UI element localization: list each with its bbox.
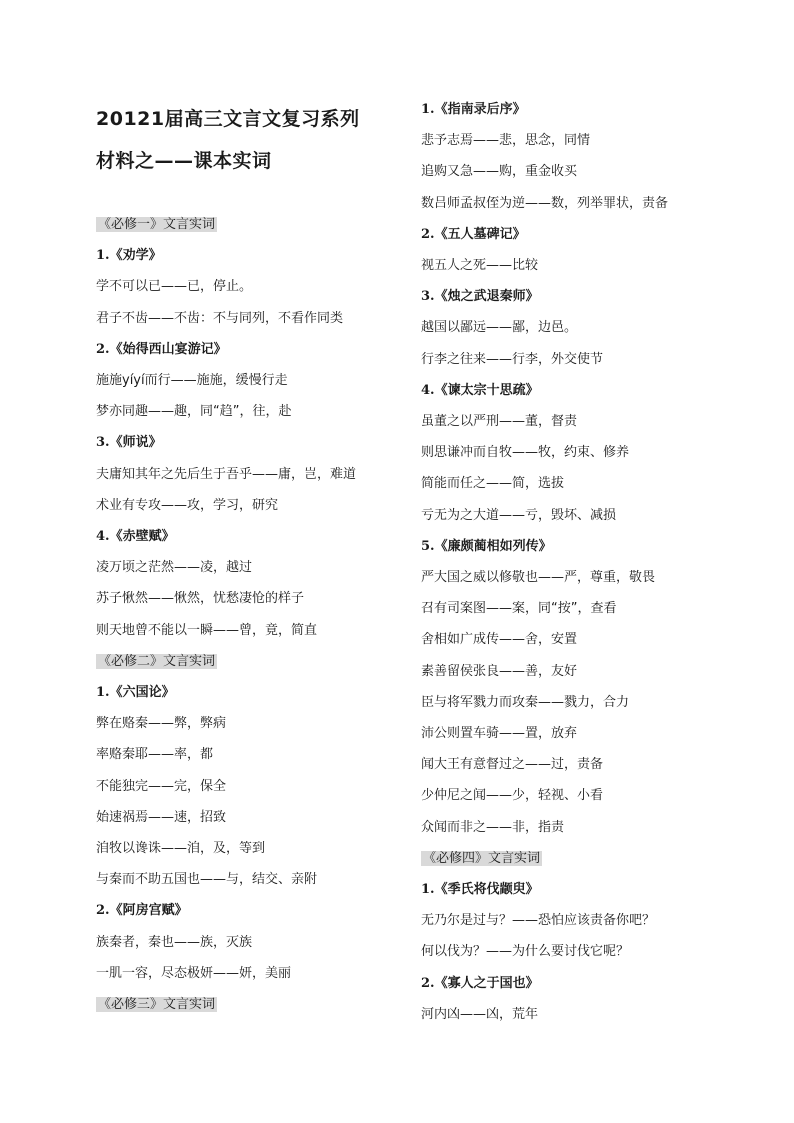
vocabulary-entry: 越国以鄙远——鄙，边邑。: [421, 320, 578, 336]
lesson-title: 2.《始得西山宴游记》: [96, 341, 227, 357]
lesson-title: 2.《寡人之于国也》: [421, 975, 539, 991]
lesson-title: 2.《阿房宫赋》: [96, 903, 188, 919]
vocabulary-entry: 舍相如广成传——舍，安置: [421, 632, 578, 648]
vocabulary-entry: 则天地曾不能以一瞬——曾，竟，简直: [96, 622, 318, 638]
vocabulary-entry: 追购又急——购，重金收买: [421, 164, 578, 180]
vocabulary-entry: 与秦而不助五国也——与，结交、亲附: [96, 872, 318, 888]
vocabulary-entry: 弊在赂秦——弊，弊病: [96, 716, 227, 732]
section-heading: [421, 849, 542, 869]
vocabulary-entry: 洎牧以谗诛——洎，及，等到: [96, 841, 266, 856]
vocabulary-entry: 凌万顷之茫然——凌，越过: [96, 560, 253, 576]
vocabulary-entry: 一肌一容，尽态极妍——妍，美丽: [96, 965, 292, 981]
vocabulary-entry: 少仲尼之闻——少，轻视、小看: [421, 788, 604, 804]
vocabulary-entry: 君子不齿——不齿：不与同列，不看作同类: [96, 310, 344, 326]
lesson-title: 1.《劝学》: [96, 248, 162, 264]
lesson-title: 1.《六国论》: [96, 685, 175, 700]
vocabulary-entry: 夫庸知其年之先后生于吾乎——庸，岂，难道: [96, 466, 357, 482]
vocabulary-entry: 闻大王有意督过之——过，责备: [421, 757, 604, 773]
lesson-title: 3.《烛之武退秦师》: [421, 289, 539, 305]
section-heading-label: 《必修四》文言实词: [423, 850, 541, 866]
vocabulary-entry: 学不可以已——已，停止。: [96, 279, 253, 295]
vocabulary-entry: 臣与将军戮力而攻秦——戮力，合力: [421, 694, 630, 710]
lesson-title: 2.《五人墓碑记》: [421, 226, 526, 242]
vocabulary-entry: 亏无为之大道——亏，毁坏、减损: [421, 507, 617, 523]
vocabulary-entry: 率赂秦耶——率，都: [96, 747, 214, 763]
vocabulary-entry: 不能独完——完，保全: [96, 778, 227, 794]
vocabulary-entry: 严大国之威以修敬也——严，尊重，敬畏: [421, 570, 656, 585]
vocabulary-entry: 梦亦同趣——趣，同“趋”，往，赴: [96, 404, 292, 420]
section-heading-label: 《必修二》文言实词: [98, 653, 216, 669]
vocabulary-entry: 悲予志焉——悲，思念，同情: [421, 133, 591, 149]
section-heading: [96, 995, 217, 1015]
lesson-title: 5.《廉颇蔺相如列传》: [421, 538, 552, 554]
vocabulary-entry: 施施yíyí而行——施施，缓慢行走: [96, 373, 288, 388]
vocabulary-entry: 沛公则置车骑——置，放弃: [421, 726, 578, 741]
lesson-title: 3.《师说》: [96, 435, 162, 451]
section-heading: [96, 652, 217, 672]
vocabulary-entry: 族秦者，秦也——族，灭族: [96, 934, 253, 950]
vocabulary-entry: 召有司案图——案，同“按”，查看: [421, 601, 617, 617]
vocabulary-entry: 虽董之以严刑——董，督责: [421, 414, 578, 429]
document-title-line1: 20121届高三文言文复习系列: [96, 108, 360, 130]
lesson-title: 1.《季氏将伐颛臾》: [421, 882, 539, 897]
vocabulary-entry: 河内凶——凶，荒年: [421, 1006, 539, 1022]
lesson-title: 4.《赤壁赋》: [96, 529, 175, 544]
vocabulary-entry: 何以伐为？——为什么要讨伐它呢？: [421, 944, 630, 960]
vocabulary-entry: 则思谦冲而自牧——牧，约束、修养: [421, 445, 630, 461]
lesson-title: 1.《指南录后序》: [421, 102, 526, 117]
vocabulary-entry: 视五人之死——比较: [421, 258, 539, 273]
vocabulary-entry: 术业有专攻——攻，学习，研究: [96, 497, 279, 513]
vocabulary-entry: 数吕师孟叔侄为逆——数，列举罪状，责备: [421, 195, 669, 211]
vocabulary-entry: 素善留侯张良——善，友好: [421, 663, 578, 679]
vocabulary-entry: 简能而任之——简，选拔: [421, 476, 565, 492]
section-heading: [96, 215, 217, 235]
section-heading-label: 《必修三》文言实词: [98, 997, 216, 1012]
document-title-line2: 材料之——课本实词: [96, 150, 272, 172]
vocabulary-entry: 苏子愀然——愀然，忧愁凄怆的样子: [96, 591, 305, 607]
vocabulary-entry: 无乃尔是过与？——恐怕应该责备你吧？: [421, 913, 656, 929]
section-heading-label: 《必修一》文言实词: [98, 217, 216, 232]
lesson-title: 4.《谏太宗十思疏》: [421, 382, 539, 398]
vocabulary-entry: 行李之往来——行李，外交使节: [421, 351, 604, 367]
vocabulary-entry: 众闻而非之——非，指责: [421, 819, 565, 835]
vocabulary-entry: 始速祸焉——速，招致: [96, 809, 227, 825]
